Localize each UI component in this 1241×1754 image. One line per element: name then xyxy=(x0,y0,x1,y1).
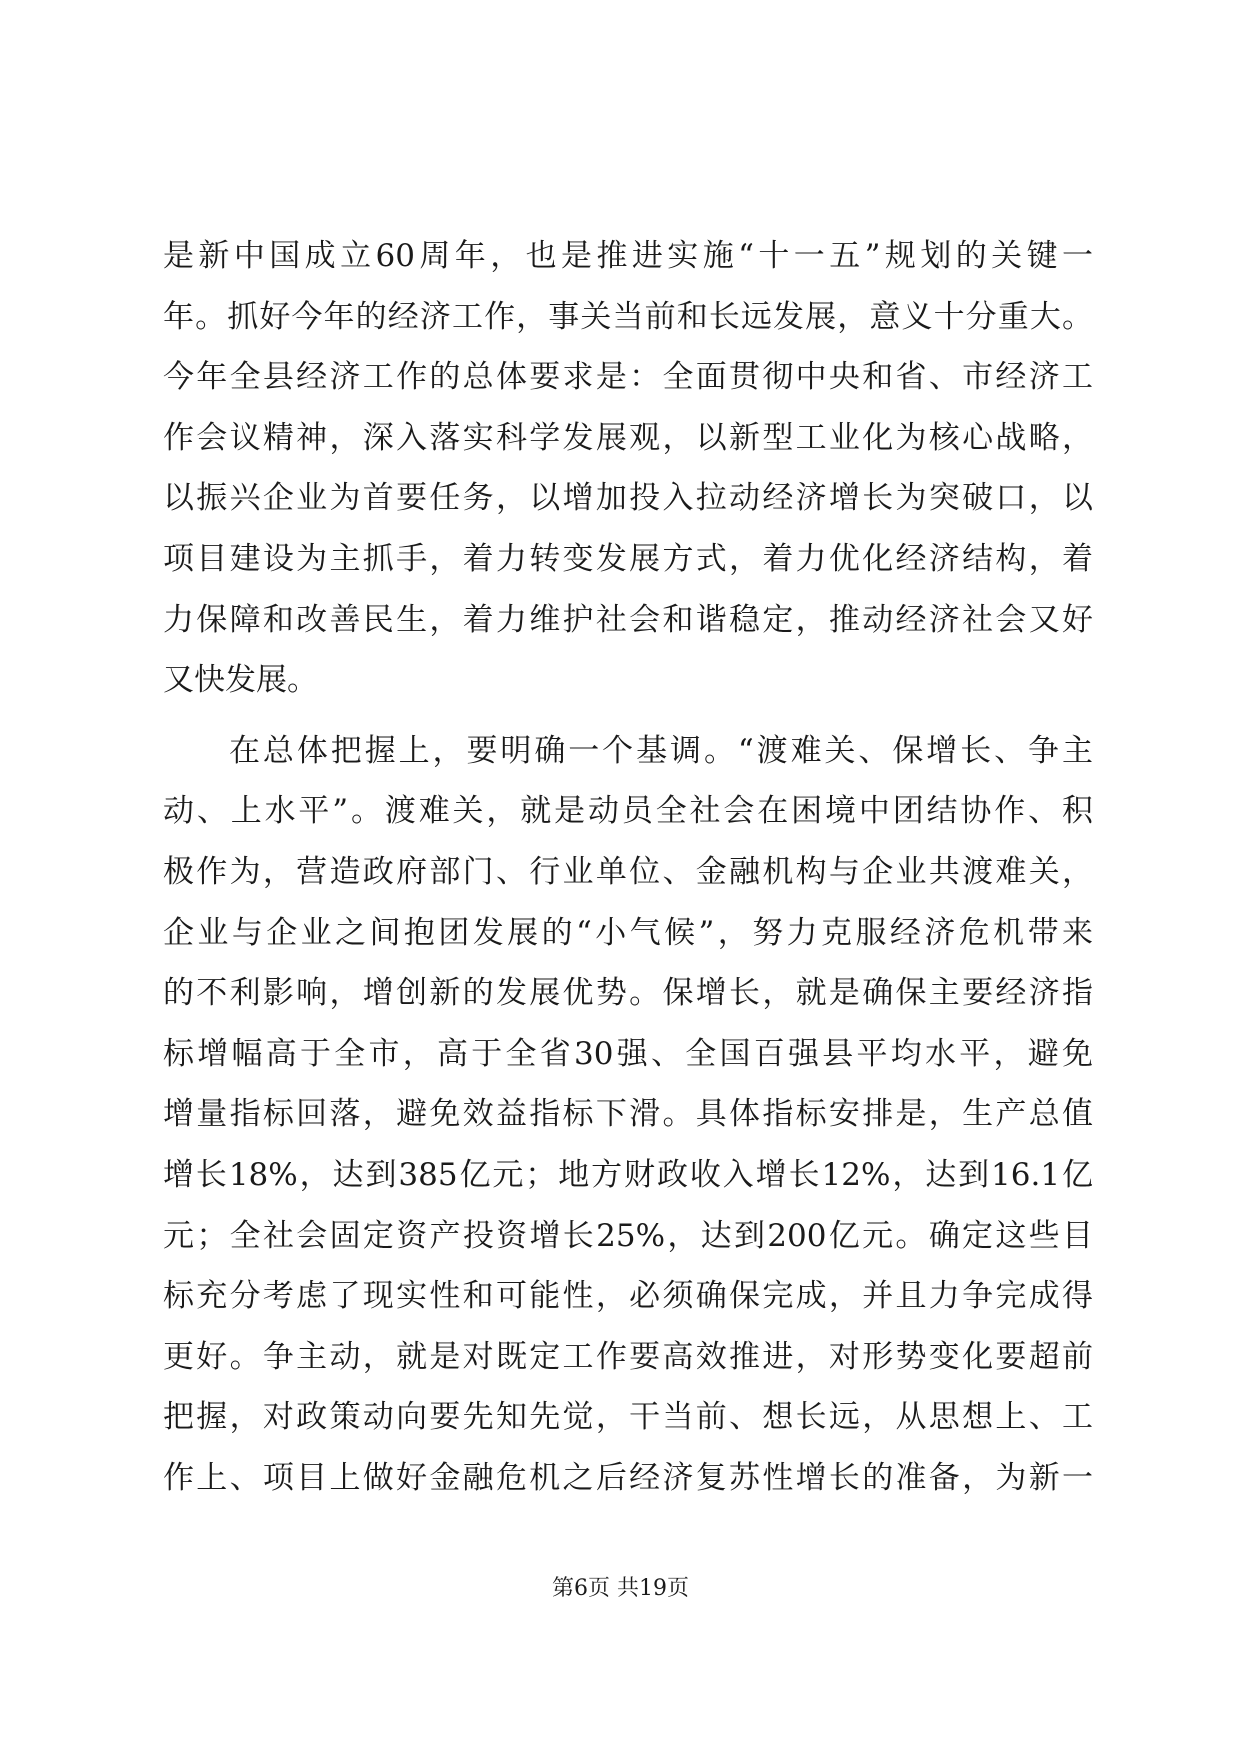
text-line: 项目建设为主抓手，着力转变发展方式，着力优化经济结构，着 xyxy=(163,540,1093,577)
text-line: 增长18%，达到385亿元；地方财政收入增长12%，达到16.1亿 xyxy=(163,1156,1093,1193)
text-line: 今年全县经济工作的总体要求是：全面贯彻中央和省、市经济工 xyxy=(163,359,1093,396)
text-line: 元；全社会固定资产投资增长25%，达到200亿元。确定这些目 xyxy=(163,1217,1093,1254)
text-line: 力保障和改善民生，着力维护社会和谐稳定，推动经济社会又好 xyxy=(163,601,1093,638)
paragraph-2 xyxy=(163,721,1093,1509)
text-line: 以振兴企业为首要任务，以增加投入拉动经济增长为突破口，以 xyxy=(163,480,1093,517)
text-line: 的不利影响，增创新的发展优势。保增长，就是确保主要经济指 xyxy=(163,975,1093,1012)
document-body xyxy=(163,226,1093,1508)
text-line: 把握，对政策动向要先知先觉，干当前、想长远，从思想上、工 xyxy=(163,1399,1093,1436)
text-line: 企业与企业之间抱团发展的“小气候”，努力克服经济危机带来 xyxy=(163,914,1093,951)
text-line: 增量指标回落，避免效益指标下滑。具体指标安排是，生产总值 xyxy=(163,1096,1093,1133)
text-line: 作上、项目上做好金融危机之后经济复苏性增长的准备，为新一 xyxy=(163,1459,1093,1496)
text-line: 极作为，营造政府部门、行业单位、金融机构与企业共渡难关， xyxy=(163,853,1093,890)
paragraph-gap xyxy=(163,711,1093,721)
page-number-footer: 第6页 共19页 xyxy=(552,1576,689,1601)
text-line: 作会议精神，深入落实科学发展观，以新型工业化为核心战略， xyxy=(163,419,1093,456)
text-line: 在总体把握上，要明确一个基调。“渡难关、保增长、争主 xyxy=(229,732,1093,769)
text-line: 又快发展。 xyxy=(163,662,318,699)
text-line: 动、上水平”。渡难关，就是动员全社会在困境中团结协作、积 xyxy=(163,793,1093,830)
text-line: 标充分考虑了现实性和可能性，必须确保完成，并且力争完成得 xyxy=(163,1278,1093,1315)
paragraph-1 xyxy=(163,226,1093,711)
text-line: 年。抓好今年的经济工作，事关当前和长远发展，意义十分重大。 xyxy=(163,298,1093,335)
text-line: 更好。争主动，就是对既定工作要高效推进，对形势变化要超前 xyxy=(163,1338,1093,1375)
text-line: 标增幅高于全市，高于全省30强、全国百强县平均水平，避免 xyxy=(163,1035,1093,1072)
text-line: 是新中国成立60周年，也是推进实施“十一五”规划的关键一 xyxy=(163,238,1093,274)
